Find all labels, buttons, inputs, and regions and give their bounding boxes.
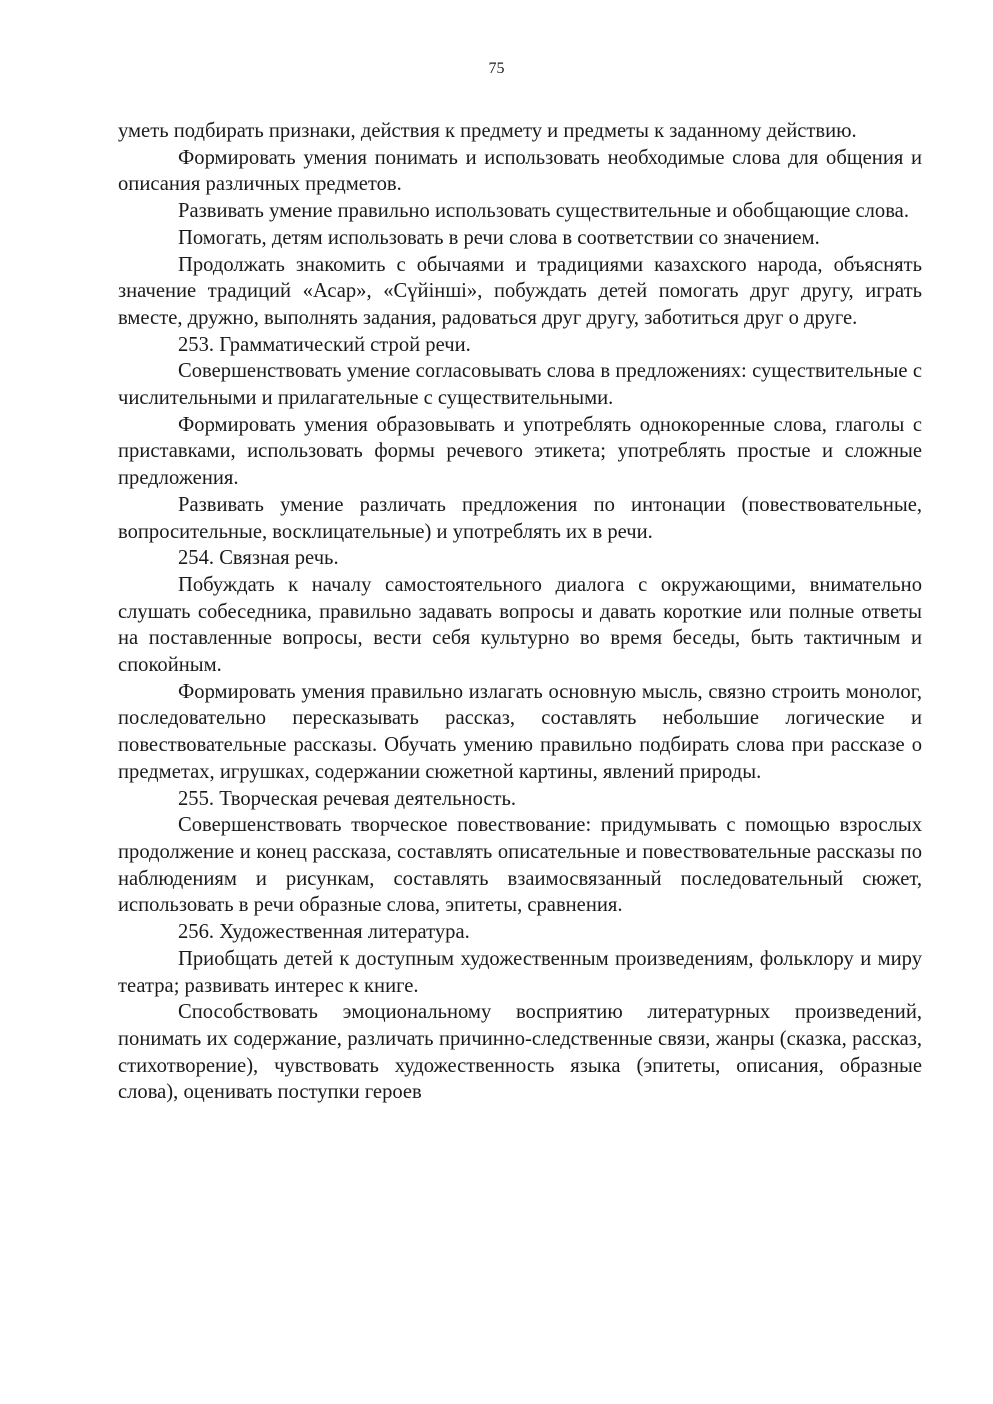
paragraph: Формировать умения правильно излагать основную мысль, связно строить монолог, последовательно пересказывать рассказ, составлять небольшие логические и повествовательные рассказы. Обучать умению правильно подбирать слова при рассказе о предметах, игрушках, содержании сюжетной картины, явлений природы. [118, 680, 922, 783]
paragraph: Развивать умение различать предложения по интонации (повествовательные, вопросительные, восклицательные) и употреблять их в речи. [118, 493, 922, 543]
paragraph: Побуждать к началу самостоятельного диалога с окружающими, внимательно слушать собеседника, правильно задавать вопросы и давать короткие или полные ответы на поставленные вопросы, вести себя культурно во время беседы, быть тактичным и спокойным. [118, 573, 922, 677]
section-heading-255: 255. Творческая речевая деятельность. [178, 787, 517, 810]
paragraph: уметь подбирать признаки, действия к предмету и предметы к заданному действию. [118, 120, 857, 142]
paragraph: Продолжать знакомить с обычаями и традициями казахского народа, объяснять значение традиций «Асар», «Сүйінші», побуждать детей помогать друг другу, играть вместе, дружно, выполнять задания, радоваться друг другу, заботиться друг о друге. [118, 253, 922, 329]
section-heading-253: 253. Грамматический строй речи. [178, 333, 471, 356]
section-heading-256: 256. Художественная литература. [178, 921, 470, 944]
paragraph: Способствовать эмоциональному восприятию литературных произведений, понимать их содержание, различать причинно-следственные связи, жанры (сказка, рассказ, стихотворение), чувствовать художественность языка (эпитеты, описания, образные слова), оценивать поступки героев [118, 1001, 922, 1104]
page-number: 75 [488, 60, 505, 77]
document-body [118, 118, 922, 1106]
paragraph: Помогать, детям использовать в речи слова в соответствии со значением. [178, 226, 820, 249]
section-heading-254: 254. Связная речь. [178, 547, 339, 570]
paragraph: Формировать умения образовывать и употреблять однокоренные слова, глаголы с приставками, использовать формы речевого этикета; употреблять простые и сложные предложения. [118, 413, 922, 490]
paragraph: Совершенствовать умение согласовывать слова в предложениях: существительные с числительными и прилагательные с существительными. [118, 360, 922, 410]
paragraph: Совершенствовать творческое повествование: придумывать с помощью взрослых продолжение и конец рассказа, составлять описательные и повествовательные рассказы по наблюдениям и рисункам, составлять взаимосвязанный последовательный сюжет, использовать в речи образные слова, эпитеты, сравнения. [118, 814, 922, 917]
paragraph: Формировать умения понимать и использовать необходимые слова для общения и описания различных предметов. [118, 146, 922, 196]
paragraph: Приобщать детей к доступным художественным произведениям, фольклору и миру театра; развивать интерес к книге. [118, 947, 922, 997]
paragraph: Развивать умение правильно использовать существительные и обобщающие слова. [178, 200, 909, 223]
